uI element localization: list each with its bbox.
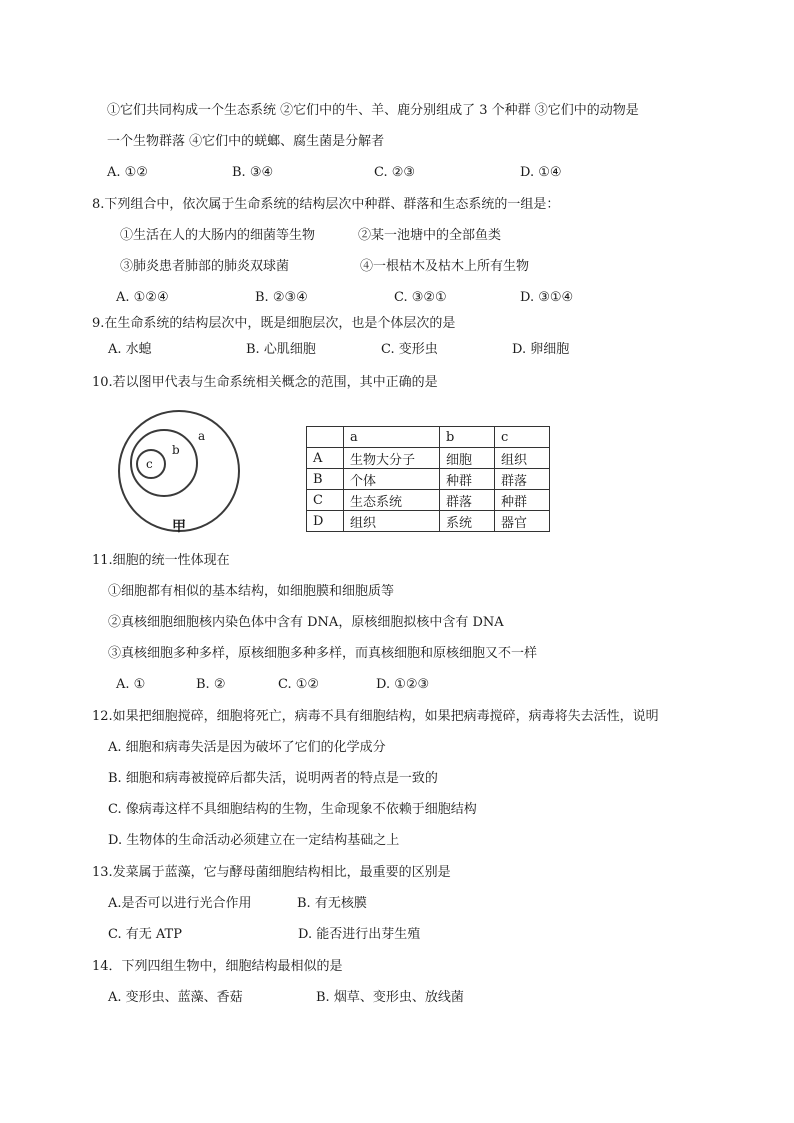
q11-option-d: D. ①②③ bbox=[376, 677, 430, 692]
q12-option-a: A. 细胞和病毒失活是因为破坏了它们的化学成分 bbox=[108, 740, 386, 755]
q13-stem: 13.发菜属于蓝藻，它与酵母菌细胞结构相比，最重要的区别是 bbox=[92, 865, 451, 880]
q13-option-a: A.是否可以进行光合作用 bbox=[108, 896, 252, 911]
table-cell: 组织 bbox=[344, 511, 440, 532]
q7-statements-line2: 一个生物群落 ④它们中的蜣螂、腐生菌是分解者 bbox=[107, 134, 385, 149]
table-cell: 系统 bbox=[440, 511, 495, 532]
table-cell: B bbox=[307, 469, 344, 490]
table-cell: 生物大分子 bbox=[344, 448, 440, 469]
q8-item-1: ①生活在人的大肠内的细菌等生物 bbox=[120, 228, 316, 243]
table-cell: A bbox=[307, 448, 344, 469]
q8-option-d: D. ③①④ bbox=[520, 290, 574, 305]
q11-item-3: ③真核细胞多种多样，原核细胞多种多样，而真核细胞和原核细胞又不一样 bbox=[108, 646, 538, 661]
q12-option-c: C. 像病毒这样不具细胞结构的生物，生命现象不依赖于细胞结构 bbox=[108, 802, 477, 817]
label-c: c bbox=[146, 457, 153, 471]
q8-item-3: ③肺炎患者肺部的肺炎双球菌 bbox=[120, 259, 290, 274]
q11-item-1: ①细胞都有相似的基本结构，如细胞膜和细胞质等 bbox=[108, 584, 395, 599]
label-b: b bbox=[172, 443, 180, 457]
table-cell: 种群 bbox=[440, 469, 495, 490]
table-header-cell: a bbox=[344, 427, 440, 448]
q13-option-d: D. 能否进行出芽生殖 bbox=[298, 927, 421, 942]
q8-option-b: B. ②③④ bbox=[255, 290, 308, 305]
q9-option-c: C. 变形虫 bbox=[381, 342, 438, 357]
q8-item-4: ④一根枯木及枯木上所有生物 bbox=[360, 259, 530, 274]
q11-item-2: ②真核细胞细胞核内染色体中含有 DNA，原核细胞拟核中含有 DNA bbox=[108, 615, 504, 630]
q12-option-b: B. 细胞和病毒被搅碎后都失活，说明两者的特点是一致的 bbox=[108, 771, 438, 786]
table-row bbox=[307, 448, 550, 469]
label-a: a bbox=[198, 429, 206, 443]
table-row bbox=[307, 490, 550, 511]
q8-stem: 8.下列组合中，依次属于生命系统的结构层次中种群、群落和生态系统的一组是： bbox=[92, 197, 560, 212]
q9-stem: 9.在生命系统的结构层次中，既是细胞层次，也是个体层次的是 bbox=[92, 316, 456, 331]
q9-option-d: D. 卵细胞 bbox=[512, 342, 570, 357]
q7-option-b: B. ③④ bbox=[232, 165, 274, 180]
q12-stem: 12.如果把细胞搅碎，细胞将死亡，病毒不具有细胞结构，如果把病毒搅碎，病毒将失去活性，说明 bbox=[92, 709, 659, 724]
q7-option-a: A. ①② bbox=[107, 165, 148, 180]
table-cell: 种群 bbox=[495, 490, 550, 511]
q10-table bbox=[306, 426, 550, 532]
q10-stem: 10.若以图甲代表与生命系统相关概念的范围，其中正确的是 bbox=[92, 375, 438, 390]
q11-stem: 11.细胞的统一性体现在 bbox=[92, 553, 230, 568]
table-cell: 个体 bbox=[344, 469, 440, 490]
table-cell: 生态系统 bbox=[344, 490, 440, 511]
table-cell: 器官 bbox=[495, 511, 550, 532]
table-cell: 组织 bbox=[495, 448, 550, 469]
q11-option-c: C. ①② bbox=[278, 677, 320, 692]
table-cell: 细胞 bbox=[440, 448, 495, 469]
table-row bbox=[307, 469, 550, 490]
q11-option-b: B. ② bbox=[196, 677, 226, 692]
q7-option-d: D. ①④ bbox=[520, 165, 562, 180]
q9-option-b: B. 心肌细胞 bbox=[246, 342, 316, 357]
q13-option-c: C. 有无 ATP bbox=[108, 927, 182, 942]
table-cell: 群落 bbox=[495, 469, 550, 490]
q7-option-c: C. ②③ bbox=[374, 165, 416, 180]
table-row bbox=[307, 511, 550, 532]
q12-option-d: D. 生物体的生命活动必须建立在一定结构基础之上 bbox=[108, 833, 400, 848]
figure-caption: 甲 bbox=[172, 519, 186, 535]
q14-option-a: A. 变形虫、蓝藻、香菇 bbox=[108, 990, 243, 1005]
q13-option-b: B. 有无核膜 bbox=[297, 896, 367, 911]
q7-statements-line1: ①它们共同构成一个生态系统 ②它们中的牛、羊、鹿分别组成了 3 个种群 ③它们中的动物是 bbox=[107, 103, 639, 118]
q14-stem: 14．下列四组生物中，细胞结构最相似的是 bbox=[92, 959, 343, 974]
table-cell: 群落 bbox=[440, 490, 495, 511]
q8-item-2: ②某一池塘中的全部鱼类 bbox=[358, 228, 502, 243]
table-header-row bbox=[307, 427, 550, 448]
table-cell: D bbox=[307, 511, 344, 532]
q14-option-b: B. 烟草、变形虫、放线菌 bbox=[316, 990, 464, 1005]
table-header-cell: c bbox=[495, 427, 550, 448]
table-cell: C bbox=[307, 490, 344, 511]
table-header-cell: b bbox=[440, 427, 495, 448]
q8-option-c: C. ③②① bbox=[394, 290, 447, 305]
q11-option-a: A. ① bbox=[116, 677, 146, 692]
q9-option-a: A. 水螅 bbox=[108, 342, 152, 357]
table-header-cell bbox=[307, 427, 344, 448]
q8-option-a: A. ①②④ bbox=[116, 290, 169, 305]
